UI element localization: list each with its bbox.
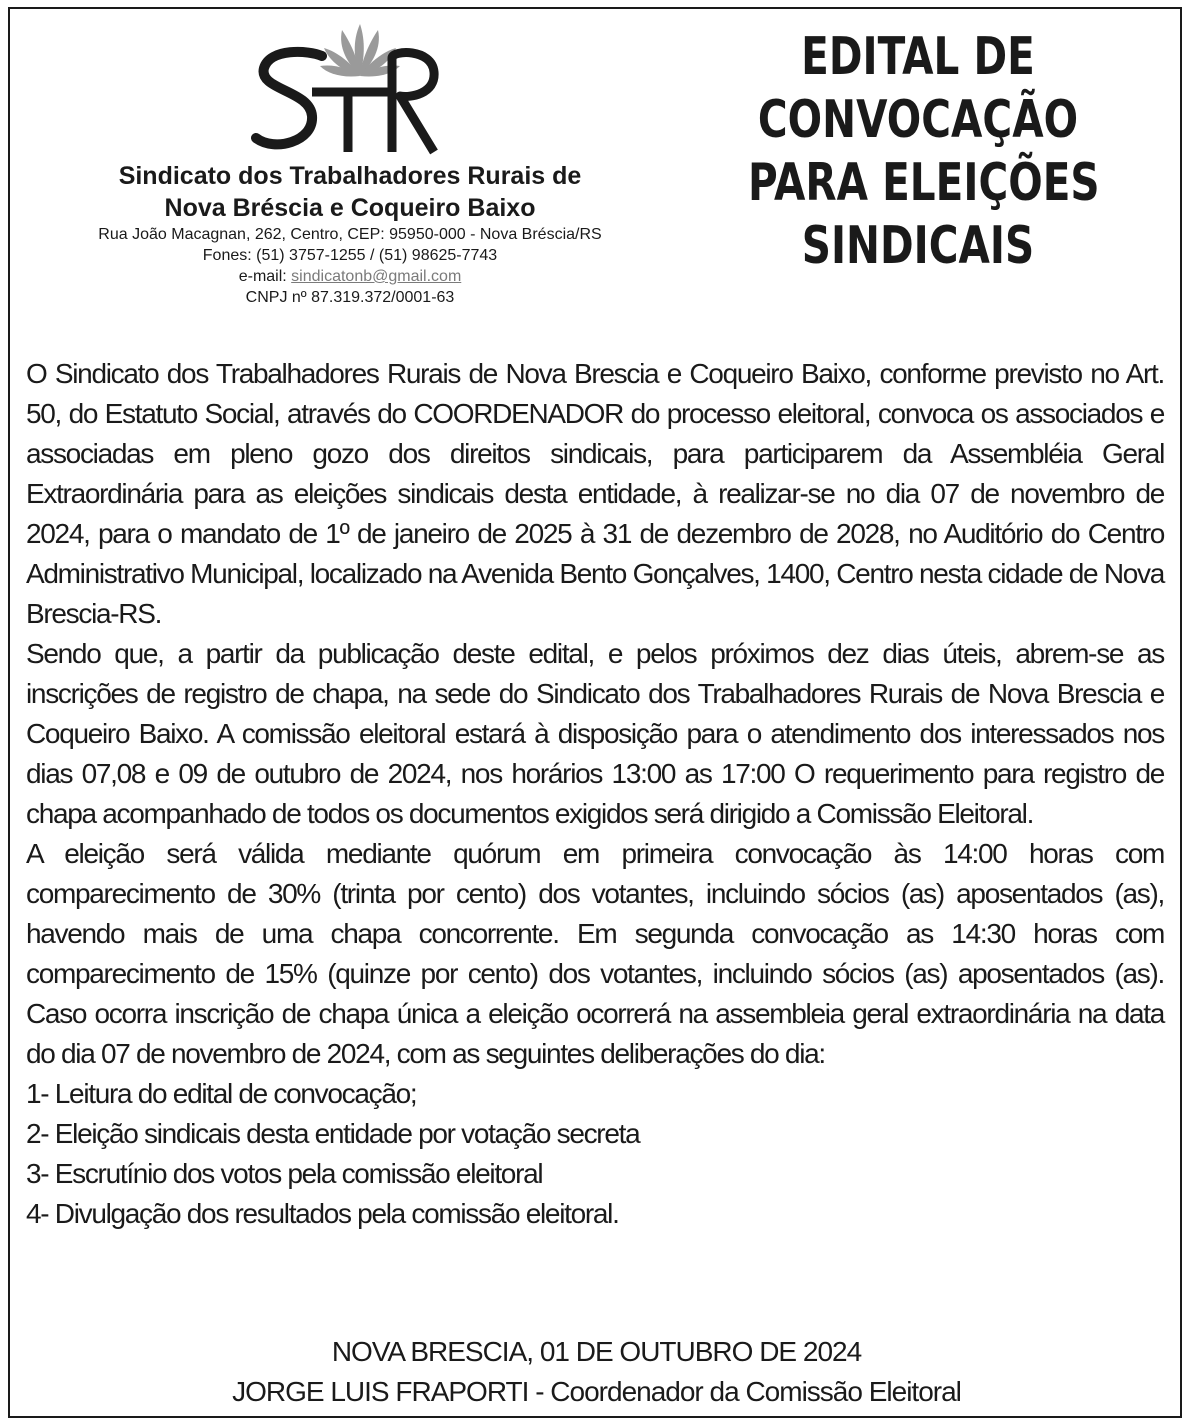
org-cnpj: CNPJ nº 87.319.372/0001-63 <box>245 289 455 306</box>
paragraph-quorum: A eleição será válida mediante quórum em primeira convocação às 14:00 horas com comparecimento de 30% (trinta por cento) dos votantes, incluindo sócios (as) aposentados (as), havendo mais de uma chapa concorrente. Em segunda convocação as 14:30 horas com comparecimento de 15% (quinze por cento) dos votantes, incluindo sócios (as) aposentados (as). Caso ocorra inscrição de chapa única a eleição ocorrerá na assembleia geral extraordinária na data do dia 07 de novembro de 2024, com as seguintes deliberações do dia: <box>26 838 1164 1069</box>
agenda-item: 1- Leitura do edital de convocação; <box>26 1078 417 1109</box>
agenda-item: 2- Eleição sindicais desta entidade por votação secreta <box>26 1118 640 1149</box>
agenda-item: 4- Divulgação dos resultados pela comissão eleitoral. <box>26 1198 619 1229</box>
org-phones: Fones: (51) 3757-1255 / (51) 98625-7743 <box>202 247 498 264</box>
agenda-item: 3- Escrutínio dos votos pela comissão eleitoral <box>26 1158 543 1189</box>
title-line1: EDITAL DE <box>801 27 1035 87</box>
title-line4: SINDICAIS <box>801 216 1035 276</box>
email-label: e-mail: <box>238 268 292 285</box>
document-title <box>747 26 1100 278</box>
signature: JORGE LUIS FRAPORTI - Coordenador da Comissão Eleitoral <box>232 1376 961 1407</box>
letterhead <box>40 20 660 308</box>
paragraph-convocation: O Sindicato dos Trabalhadores Rurais de Nova Brescia e Coqueiro Baixo, conforme previsto no Art. 50, do Estatuto Social, através do COORDENADOR do processo eleitoral, convoca os associados e associadas em pleno gozo dos direitos sindicais, para participarem da Assembléia Geral Extraordinária para as eleições sindicais desta entidade, à realizar-se no dia 07 de novembro de 2024, para o mandato de 1º de janeiro de 2025 à 31 de dezembro de 2028, no Auditório do Centro Administrativo Municipal, localizado na Avenida Bento Gonçalves, 1400, Centro nesta cidade de Nova Brescia-RS. <box>26 358 1164 629</box>
org-email-line <box>40 266 660 287</box>
org-name-line1: Sindicato dos Trabalhadores Rurais de <box>118 162 582 190</box>
title-line2: CONVOCAÇÃO <box>757 90 1079 150</box>
org-name-line2: Nova Bréscia e Coqueiro Baixo <box>164 194 536 222</box>
title-line3: PARA ELEIÇÕES <box>747 153 1100 213</box>
edital-body <box>26 354 1164 1234</box>
place-date: NOVA BRESCIA, 01 DE OUTUBRO DE 2024 <box>331 1336 862 1367</box>
paragraph-registration: Sendo que, a partir da publicação deste edital, e pelos próximos dez dias úteis, abrem-se as inscrições de registro de chapa, na sede do Sindicato dos Trabalhadores Rurais de Nova Brescia e Coqueiro Baixo. A comissão eleitoral estará à disposição para o atendimento dos interessados nos dias 07,08 e 09 de outubro de 2024, nos horários 13:00 as 17:00 O requerimento para registro de chapa acompanhado de todos os documentos exigidos será dirigido a Comissão Eleitoral. <box>26 638 1164 829</box>
email-link[interactable]: sindicatonb@gmail.com <box>291 268 462 285</box>
str-logo-icon <box>250 20 450 160</box>
org-address: Rua João Macagnan, 262, Centro, CEP: 95950-000 - Nova Bréscia/RS <box>98 226 602 243</box>
